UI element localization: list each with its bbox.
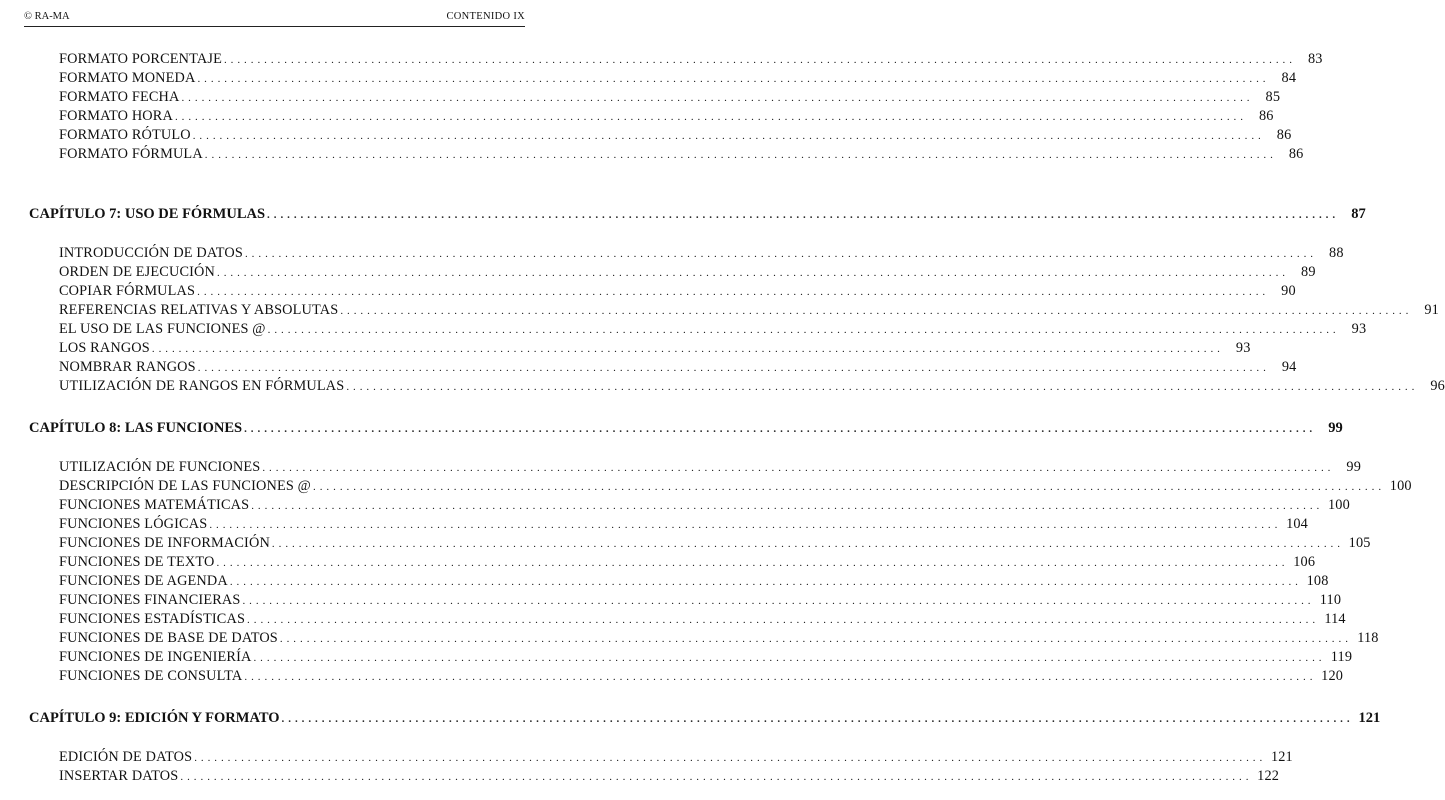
toc-entry-row [59,89,1281,107]
toc-title: FUNCIONES DE TEXTO [59,554,215,570]
toc-page-number: 86 [1276,127,1292,143]
dot-leader: . . . . . . . . . . . . . . . . . . . . . . . . . . . . . . . . . . . . . . . . . . . . . . . . . . . . . . . . . . . . . . . . . . . . . . . . . . . . . . . . . . . . . . . . . . . . . . . . . . . . . . . . . . . . . . . . . . . . . . . . . . . . . . . . . . . . . . . . . . . . . . . . . . . . . . . . . . . . . . . . [242,595,1312,607]
toc-title: INSERTAR DATOS [59,768,179,784]
toc-entry-row [59,359,1297,377]
toc-page-number: 108 [1306,573,1329,589]
toc-page-number: 121 [1270,749,1293,765]
toc-page-number: 106 [1293,554,1316,570]
toc-entry-row [59,302,1439,320]
toc-entry-row [59,592,1342,610]
toc-title: EDICIÓN DE DATOS [59,749,193,765]
dot-leader: . . . . . . . . . . . . . . . . . . . . . . . . . . . . . . . . . . . . . . . . . . . . . . . . . . . . . . . . . . . . . . . . . . . . . . . . . . . . . . . . . . . . . . . . . . . . . . . . . . . . . . . . . . . . . . . . . . . . . . . . . . . . . . . . . . . . . . . . . . . . . . . . . . . . . . . . . . . . . . . . [262,462,1332,474]
dot-leader: . . . . . . . . . . . . . . . . . . . . . . . . . . . . . . . . . . . . . . . . . . . . . . . . . . . . . . . . . . . . . . . . . . . . . . . . . . . . . . . . . . . . . . . . . . . . . . . . . . . . . . . . . . . . . . . . . . . . . . . . . . . . . . . . . . . . . . . . . . . . . . . . . . . . . . . . . . . . . . . . [151,343,1221,355]
toc-page-number: 89 [1301,264,1316,280]
dot-leader: . . . . . . . . . . . . . . . . . . . . . . . . . . . . . . . . . . . . . . . . . . . . . . . . . . . . . . . . . . . . . . . . . . . . . . . . . . . . . . . . . . . . . . . . . . . . . . . . . . . . . . . . . . . . . . . . . . . . . . . . . . . . . . . . . . . . . . . . . . . . . . . . . . . . . . . . . . . . . . . . [267,324,1337,336]
toc-page-number: 120 [1321,668,1344,684]
dot-leader: . . . . . . . . . . . . . . . . . . . . . . . . . . . . . . . . . . . . . . . . . . . . . . . . . . . . . . . . . . . . . . . . . . . . . . . . . . . . . . . . . . . . . . . . . . . . . . . . . . . . . . . . . . . . . . . . . . . . . . . . . . . . . . . . . . . . . . . . . . . . . . . . . . . . . . . . . . . . . . . . [340,305,1409,317]
dot-leader: . . . . . . . . . . . . . . . . . . . . . . . . . . . . . . . . . . . . . . . . . . . . . . . . . . . . . . . . . . . . . . . . . . . . . . . . . . . . . . . . . . . . . . . . . . . . . . . . . . . . . . . . . . . . . . . . . . . . . . . . . . . . . . . . . . . . . . . . . . . . . . . . . . . . . . . . . . . . . . . . [271,538,1341,550]
dot-leader: . . . . . . . . . . . . . . . . . . . . . . . . . . . . . . . . . . . . . . . . . . . . . . . . . . . . . . . . . . . . . . . . . . . . . . . . . . . . . . . . . . . . . . . . . . . . . . . . . . . . . . . . . . . . . . . . . . . . . . . . . . . . . . . . . . . . . . . . . . . . . . . . . . . . . . . . . . . . . . . . [279,633,1349,645]
toc-page-number: 100 [1389,478,1412,494]
toc-page-number: 99 [1346,459,1362,475]
dot-leader: . . . . . . . . . . . . . . . . . . . . . . . . . . . . . . . . . . . . . . . . . . . . . . . . . . . . . . . . . . . . . . . . . . . . . . . . . . . . . . . . . . . . . . . . . . . . . . . . . . . . . . . . . . . . . . . . . . . . . . . . . . . . . . . . . . . . . . . . . . . . . . . . . . . . . . . . . . . . . . . . [244,423,1313,435]
dot-leader: . . . . . . . . . . . . . . . . . . . . . . . . . . . . . . . . . . . . . . . . . . . . . . . . . . . . . . . . . . . . . . . . . . . . . . . . . . . . . . . . . . . . . . . . . . . . . . . . . . . . . . . . . . . . . . . . . . . . . . . . . . . . . . . . . . . . . . . . . . . . . . . . . . . . . . . . . . . . . . . . [281,713,1351,725]
toc-page-number: 85 [1265,89,1281,105]
toc-page-number: 90 [1281,283,1296,299]
toc-page-number: 86 [1288,146,1304,162]
toc-title: FUNCIONES MATEMÁTICAS [59,497,250,513]
toc-title: INTRODUCCIÓN DE DATOS [59,245,243,261]
toc-entry-row [59,668,1344,686]
toc-page-number: 86 [1259,108,1274,124]
dot-leader: . . . . . . . . . . . . . . . . . . . . . . . . . . . . . . . . . . . . . . . . . . . . . . . . . . . . . . . . . . . . . . . . . . . . . . . . . . . . . . . . . . . . . . . . . . . . . . . . . . . . . . . . . . . . . . . . . . . . . . . . . . . . . . . . . . . . . . . . . . . . . . . . . . . . . . . . . . . . . . . . [217,267,1286,279]
toc-entry-row [59,146,1304,164]
dot-leader: . . . . . . . . . . . . . . . . . . . . . . . . . . . . . . . . . . . . . . . . . . . . . . . . . . . . . . . . . . . . . . . . . . . . . . . . . . . . . . . . . . . . . . . . . . . . . . . . . . . . . . . . . . . . . . . . . . . . . . . . . . . . . . . . . . . . . . . . . . . . . . . . . . . . . . . . . . . . . . . . [197,73,1267,85]
toc-page-number: 100 [1327,497,1350,513]
toc-title: FUNCIONES LÓGICAS [59,516,208,532]
toc-entry-row [59,649,1353,667]
dot-leader: . . . . . . . . . . . . . . . . . . . . . . . . . . . . . . . . . . . . . . . . . . . . . . . . . . . . . . . . . . . . . . . . . . . . . . . . . . . . . . . . . . . . . . . . . . . . . . . . . . . . . . . . . . . . . . . . . . . . . . . . . . . . . . . . . . . . . . . . . . . . . . . . . . . . . . . . . . . . . . . . [223,54,1293,66]
toc-title: REFERENCIAS RELATIVAS Y ABSOLUTAS [59,302,339,318]
dot-leader: . . . . . . . . . . . . . . . . . . . . . . . . . . . . . . . . . . . . . . . . . . . . . . . . . . . . . . . . . . . . . . . . . . . . . . . . . . . . . . . . . . . . . . . . . . . . . . . . . . . . . . . . . . . . . . . . . . . . . . . . . . . . . . . . . . . . . . . . . . . . . . . . . . . . . . . . . . . . . . . . [253,652,1323,664]
dot-leader: . . . . . . . . . . . . . . . . . . . . . . . . . . . . . . . . . . . . . . . . . . . . . . . . . . . . . . . . . . . . . . . . . . . . . . . . . . . . . . . . . . . . . . . . . . . . . . . . . . . . . . . . . . . . . . . . . . . . . . . . . . . . . . . . . . . . . . . . . . . . . . . . . . . . . . . . . . . . . . . . [197,362,1267,374]
toc-title: UTILIZACIÓN DE FUNCIONES [59,459,261,475]
toc-page-number: 121 [1358,710,1381,726]
toc-page-number: 122 [1257,768,1280,784]
toc-title: CAPÍTULO 8: LAS FUNCIONES [29,420,243,436]
toc-page-number: 110 [1319,592,1342,608]
toc-title: EL USO DE LAS FUNCIONES @ [59,321,266,337]
toc-title: FORMATO FECHA [59,89,180,105]
toc-page-number: 91 [1424,302,1439,318]
toc-entry-row [59,245,1344,263]
toc-entry-row [59,535,1371,553]
dot-leader: . . . . . . . . . . . . . . . . . . . . . . . . . . . . . . . . . . . . . . . . . . . . . . . . . . . . . . . . . . . . . . . . . . . . . . . . . . . . . . . . . . . . . . . . . . . . . . . . . . . . . . . . . . . . . . . . . . . . . . . . . . . . . . . . . . . . . . . . . . . . . . . . . . . . . . . . . . . . . . . . [267,209,1336,221]
toc-title: NOMBRAR RANGOS [59,359,196,375]
dot-leader: . . . . . . . . . . . . . . . . . . . . . . . . . . . . . . . . . . . . . . . . . . . . . . . . . . . . . . . . . . . . . . . . . . . . . . . . . . . . . . . . . . . . . . . . . . . . . . . . . . . . . . . . . . . . . . . . . . . . . . . . . . . . . . . . . . . . . . . . . . . . . . . . . . . . . . . . . . . . . . . . [181,92,1251,104]
toc-title: FUNCIONES DE AGENDA [59,573,228,589]
toc-page-number: 84 [1281,70,1297,86]
dot-leader: . . . . . . . . . . . . . . . . . . . . . . . . . . . . . . . . . . . . . . . . . . . . . . . . . . . . . . . . . . . . . . . . . . . . . . . . . . . . . . . . . . . . . . . . . . . . . . . . . . . . . . . . . . . . . . . . . . . . . . . . . . . . . . . . . . . . . . . . . . . . . . . . . . . . . . . . . . . . . . . . [247,614,1316,626]
toc-title: FUNCIONES ESTADÍSTICAS [59,611,246,627]
dot-leader: . . . . . . . . . . . . . . . . . . . . . . . . . . . . . . . . . . . . . . . . . . . . . . . . . . . . . . . . . . . . . . . . . . . . . . . . . . . . . . . . . . . . . . . . . . . . . . . . . . . . . . . . . . . . . . . . . . . . . . . . . . . . . . . . . . . . . . . . . . . . . . . . . . . . . . . . . . . . . . . . [204,149,1274,161]
toc-entry-row [59,497,1350,515]
toc-page-number: 114 [1324,611,1346,627]
toc-entry-row [59,573,1329,591]
dot-leader: . . . . . . . . . . . . . . . . . . . . . . . . . . . . . . . . . . . . . . . . . . . . . . . . . . . . . . . . . . . . . . . . . . . . . . . . . . . . . . . . . . . . . . . . . . . . . . . . . . . . . . . . . . . . . . . . . . . . . . . . . . . . . . . . . . . . . . . . . . . . . . . . . . . . . . . . . . . . . . . . [229,576,1299,588]
toc-page-number: 119 [1330,649,1353,665]
toc-entry-row [59,283,1296,301]
toc-entry-row [59,768,1280,786]
toc-page-number: 96 [1430,378,1445,394]
toc-entry-row [59,459,1362,477]
dot-leader: . . . . . . . . . . . . . . . . . . . . . . . . . . . . . . . . . . . . . . . . . . . . . . . . . . . . . . . . . . . . . . . . . . . . . . . . . . . . . . . . . . . . . . . . . . . . . . . . . . . . . . . . . . . . . . . . . . . . . . . . . . . . . . . . . . . . . . . . . . . . . . . . . . . . . . . . . . . . . . . . [244,248,1314,260]
dot-leader: . . . . . . . . . . . . . . . . . . . . . . . . . . . . . . . . . . . . . . . . . . . . . . . . . . . . . . . . . . . . . . . . . . . . . . . . . . . . . . . . . . . . . . . . . . . . . . . . . . . . . . . . . . . . . . . . . . . . . . . . . . . . . . . . . . . . . . . . . . . . . . . . . . . . . . . . . . . . . . . . [346,381,1415,393]
dot-leader: . . . . . . . . . . . . . . . . . . . . . . . . . . . . . . . . . . . . . . . . . . . . . . . . . . . . . . . . . . . . . . . . . . . . . . . . . . . . . . . . . . . . . . . . . . . . . . . . . . . . . . . . . . . . . . . . . . . . . . . . . . . . . . . . . . . . . . . . . . . . . . . . . . . . . . . . . . . . . . . . [251,500,1320,512]
toc-entry-row [59,630,1379,648]
dot-leader: . . . . . . . . . . . . . . . . . . . . . . . . . . . . . . . . . . . . . . . . . . . . . . . . . . . . . . . . . . . . . . . . . . . . . . . . . . . . . . . . . . . . . . . . . . . . . . . . . . . . . . . . . . . . . . . . . . . . . . . . . . . . . . . . . . . . . . . . . . . . . . . . . . . . . . . . . . . . . . . . [216,557,1286,569]
toc-title: DESCRIPCIÓN DE LAS FUNCIONES @ [59,478,312,494]
toc-chapter-row [29,206,1366,224]
copyright-label: © RA-MA [24,11,70,22]
toc-title: FORMATO FÓRMULA [59,146,203,162]
toc-entry-row [59,554,1316,572]
toc-chapter-row [29,420,1343,438]
toc-title: FUNCIONES FINANCIERAS [59,592,241,608]
toc-entry-row [59,478,1412,496]
toc-entry-row [59,127,1292,145]
toc-title: ORDEN DE EJECUCIÓN [59,264,215,280]
toc-page-number: 94 [1281,359,1297,375]
toc-page-number: 88 [1329,245,1344,261]
toc-page-number: 87 [1351,206,1366,222]
toc-page-number: 118 [1357,630,1379,646]
toc-entry-row [59,321,1367,339]
toc-page-number: 105 [1348,535,1371,551]
dot-leader: . . . . . . . . . . . . . . . . . . . . . . . . . . . . . . . . . . . . . . . . . . . . . . . . . . . . . . . . . . . . . . . . . . . . . . . . . . . . . . . . . . . . . . . . . . . . . . . . . . . . . . . . . . . . . . . . . . . . . . . . . . . . . . . . . . . . . . . . . . . . . . . . . . . . . . . . . . . . . . . . [180,771,1250,783]
toc-title: CAPÍTULO 7: USO DE FÓRMULAS [29,206,266,222]
toc-title: LOS RANGOS [59,340,150,356]
toc-page-number: 83 [1308,51,1323,67]
toc-entry-row [59,340,1251,358]
toc-title: FUNCIONES DE INFORMACIÓN [59,535,270,551]
toc-title: FUNCIONES DE BASE DE DATOS [59,630,278,646]
toc-entry-row [59,611,1346,629]
toc-chapter-row [29,710,1381,728]
toc-entry-row [59,749,1293,767]
toc-entry-row [59,108,1274,126]
toc-entry-row [59,378,1445,396]
dot-leader: . . . . . . . . . . . . . . . . . . . . . . . . . . . . . . . . . . . . . . . . . . . . . . . . . . . . . . . . . . . . . . . . . . . . . . . . . . . . . . . . . . . . . . . . . . . . . . . . . . . . . . . . . . . . . . . . . . . . . . . . . . . . . . . . . . . . . . . . . . . . . . . . . . . . . . . . . . . . . . . . [313,481,1382,493]
toc-page-number: 104 [1286,516,1308,532]
dot-leader: . . . . . . . . . . . . . . . . . . . . . . . . . . . . . . . . . . . . . . . . . . . . . . . . . . . . . . . . . . . . . . . . . . . . . . . . . . . . . . . . . . . . . . . . . . . . . . . . . . . . . . . . . . . . . . . . . . . . . . . . . . . . . . . . . . . . . . . . . . . . . . . . . . . . . . . . . . . . . . . . [174,111,1244,123]
toc-entry-row [59,51,1323,69]
toc-page-number: 99 [1328,420,1343,436]
toc-page-number: 93 [1351,321,1367,337]
toc-page-number: 93 [1235,340,1251,356]
toc-title: CAPÍTULO 9: EDICIÓN Y FORMATO [29,710,280,726]
toc-entry-row [59,516,1308,534]
dot-leader: . . . . . . . . . . . . . . . . . . . . . . . . . . . . . . . . . . . . . . . . . . . . . . . . . . . . . . . . . . . . . . . . . . . . . . . . . . . . . . . . . . . . . . . . . . . . . . . . . . . . . . . . . . . . . . . . . . . . . . . . . . . . . . . . . . . . . . . . . . . . . . . . . . . . . . . . . . . . . . . . [192,130,1262,142]
dot-leader: . . . . . . . . . . . . . . . . . . . . . . . . . . . . . . . . . . . . . . . . . . . . . . . . . . . . . . . . . . . . . . . . . . . . . . . . . . . . . . . . . . . . . . . . . . . . . . . . . . . . . . . . . . . . . . . . . . . . . . . . . . . . . . . . . . . . . . . . . . . . . . . . . . . . . . . . . . . . . . . . [194,752,1263,764]
toc-entry-row [59,264,1316,282]
toc-title: FORMATO RÓTULO [59,127,191,143]
dot-leader: . . . . . . . . . . . . . . . . . . . . . . . . . . . . . . . . . . . . . . . . . . . . . . . . . . . . . . . . . . . . . . . . . . . . . . . . . . . . . . . . . . . . . . . . . . . . . . . . . . . . . . . . . . . . . . . . . . . . . . . . . . . . . . . . . . . . . . . . . . . . . . . . . . . . . . . . . . . . . . . . [209,519,1278,531]
toc-title: FORMATO MONEDA [59,70,196,86]
toc-title: UTILIZACIÓN DE RANGOS EN FÓRMULAS [59,378,345,394]
dot-leader: . . . . . . . . . . . . . . . . . . . . . . . . . . . . . . . . . . . . . . . . . . . . . . . . . . . . . . . . . . . . . . . . . . . . . . . . . . . . . . . . . . . . . . . . . . . . . . . . . . . . . . . . . . . . . . . . . . . . . . . . . . . . . . . . . . . . . . . . . . . . . . . . . . . . . . . . . . . . . . . . [197,286,1266,298]
toc-title: FUNCIONES DE INGENIERÍA [59,649,252,665]
toc-entry-row [59,70,1297,88]
toc-title: COPIAR FÓRMULAS [59,283,196,299]
toc-title: FORMATO HORA [59,108,173,124]
dot-leader: . . . . . . . . . . . . . . . . . . . . . . . . . . . . . . . . . . . . . . . . . . . . . . . . . . . . . . . . . . . . . . . . . . . . . . . . . . . . . . . . . . . . . . . . . . . . . . . . . . . . . . . . . . . . . . . . . . . . . . . . . . . . . . . . . . . . . . . . . . . . . . . . . . . . . . . . . . . . . . . . [244,671,1314,683]
toc-title: FORMATO PORCENTAJE [59,51,222,67]
section-page-label: CONTENIDO IX [446,11,525,22]
toc-title: FUNCIONES DE CONSULTA [59,668,243,684]
